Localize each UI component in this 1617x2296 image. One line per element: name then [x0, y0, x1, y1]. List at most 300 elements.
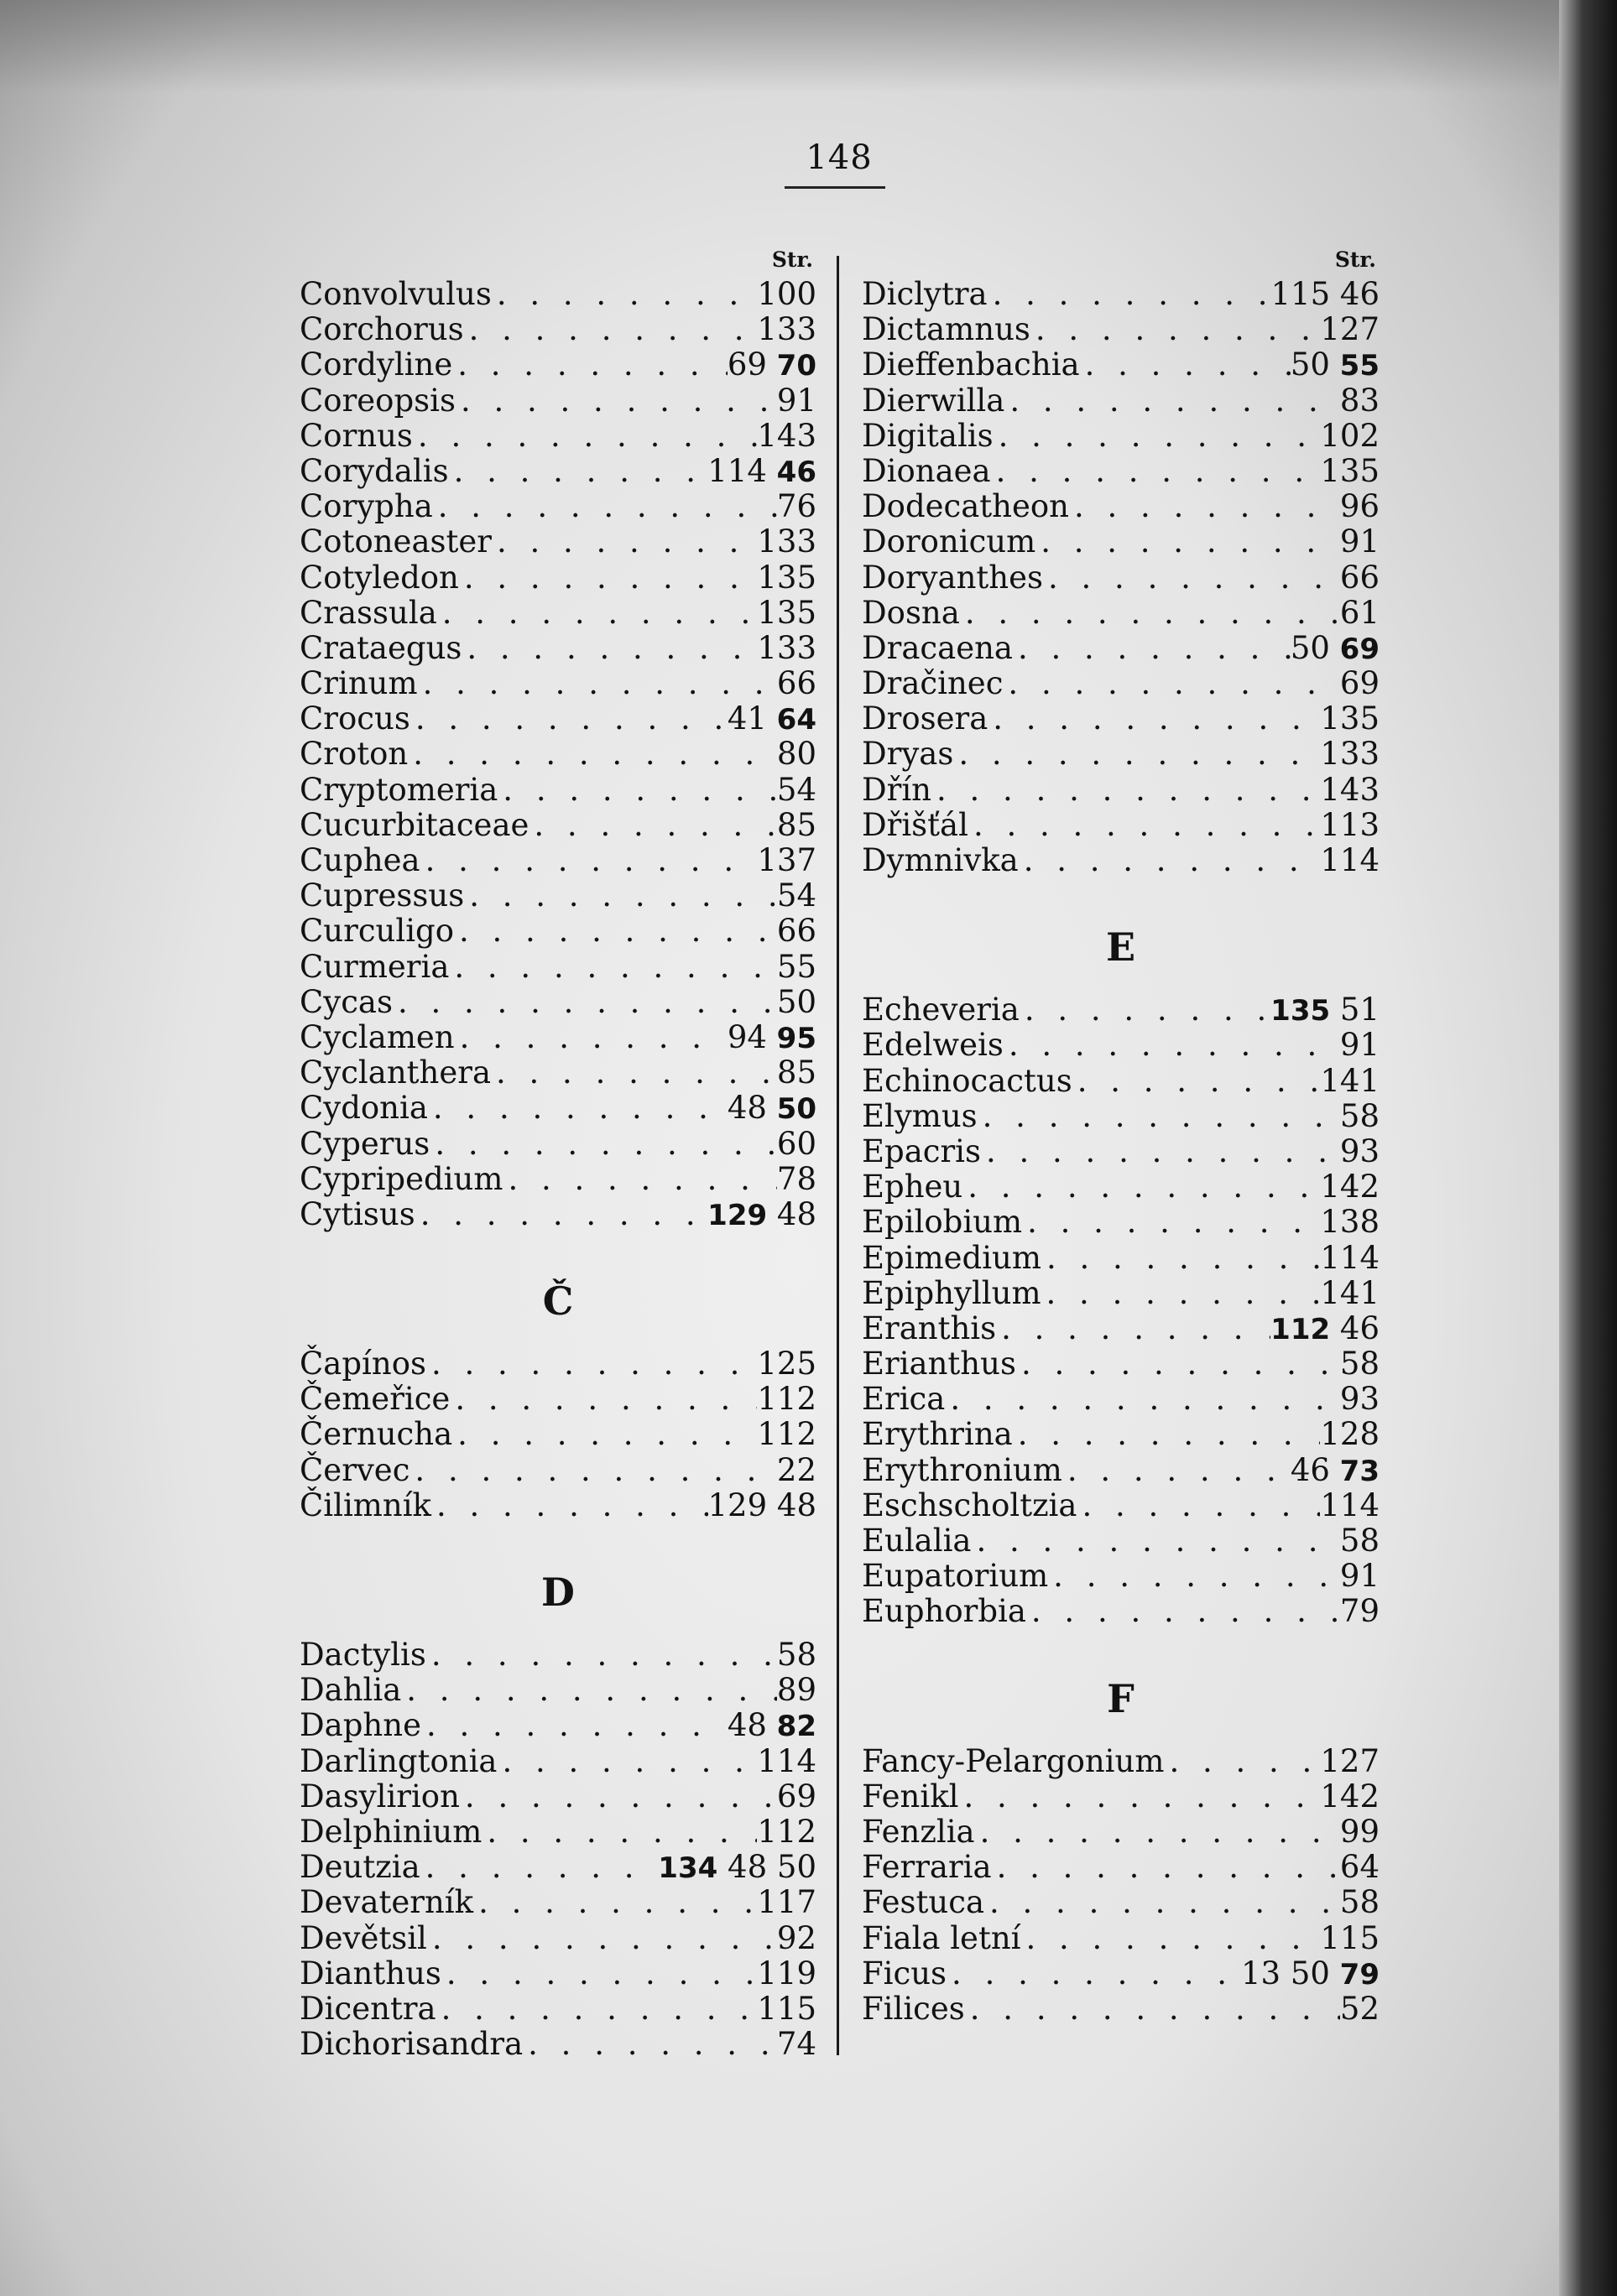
entry-pages: [1340, 596, 1380, 631]
index-entry: [862, 596, 1380, 631]
page-ref: 58: [776, 1637, 816, 1673]
entry-pages: [1270, 1311, 1380, 1347]
leader-dots: [971, 1523, 1339, 1559]
page-ref: 80: [776, 736, 816, 773]
entry-pages: [777, 808, 816, 843]
entry-pages: [757, 1814, 816, 1850]
page-ref: 115: [757, 1990, 816, 2027]
entry-term: Corypha: [300, 488, 433, 525]
leader-dots: [482, 1814, 757, 1850]
page-ref: 91: [1339, 1027, 1380, 1064]
entry-pages: [757, 312, 816, 347]
leader-dots: [462, 631, 757, 666]
entry-term: Eupatorium: [862, 1558, 1049, 1595]
leader-dots: [428, 1091, 728, 1126]
entry-term: Epacris: [862, 1132, 981, 1169]
entry-pages: [1320, 773, 1380, 808]
index-entry: [862, 312, 1380, 347]
leader-dots: [426, 1637, 777, 1673]
page-ref: 69: [727, 346, 767, 383]
index-entry: [300, 419, 816, 454]
index-entry: [300, 1991, 816, 2027]
index-entry: [300, 1744, 816, 1779]
page-ref: 133: [757, 523, 816, 560]
page-ref: 100: [757, 276, 816, 312]
entry-term: Crataegus: [300, 629, 462, 666]
page-ref: 143: [1320, 771, 1380, 808]
page-ref: 94: [727, 1018, 767, 1055]
entry-pages: [757, 560, 816, 596]
left-index-list: [300, 277, 816, 2062]
entry-pages: [777, 914, 816, 949]
page-number-rule: [785, 186, 885, 189]
section-spacer: [300, 1523, 816, 1557]
leader-dots: [981, 1134, 1340, 1169]
page-ref: 60: [776, 1125, 816, 1162]
str-header-right: Str.: [1334, 247, 1376, 272]
index-entry: [862, 992, 1380, 1028]
entry-pages: [728, 1020, 816, 1056]
page-ref: 114: [1320, 1239, 1380, 1276]
page-binding-edge: [1559, 0, 1617, 2296]
index-entry: [862, 1311, 1380, 1346]
entry-pages: [1340, 1885, 1380, 1920]
index-entry: [862, 1779, 1380, 1814]
page-ref-bold: 73: [1339, 1454, 1380, 1488]
leader-dots: [968, 808, 1320, 843]
leader-dots: [1164, 1744, 1320, 1779]
entry-pages: [1320, 1169, 1380, 1205]
entry-pages: [1340, 1559, 1380, 1594]
page-ref: 13: [1240, 1955, 1281, 1991]
entry-term: Cydonia: [300, 1090, 428, 1127]
entry-pages: [1320, 312, 1380, 347]
right-column: [862, 243, 1380, 2027]
page-ref-bold: 69: [1339, 632, 1380, 666]
entry-term: Epimedium: [862, 1239, 1041, 1276]
entry-pages: [777, 666, 816, 701]
entry-pages: [1320, 701, 1380, 737]
leader-dots: [996, 1311, 1270, 1346]
page-ref: 112: [757, 1813, 816, 1850]
page-ref: 113: [1320, 806, 1380, 843]
index-entry: [300, 489, 816, 524]
entry-pages: [1320, 1064, 1380, 1099]
page-ref: 58: [1339, 1523, 1380, 1559]
entry-term: Coreopsis: [300, 382, 456, 419]
leader-dots: [441, 1956, 757, 1991]
entry-pages: [777, 878, 816, 914]
entry-pages: [777, 2027, 816, 2062]
entry-term: Cotyledon: [300, 559, 459, 596]
index-entry: [862, 1523, 1380, 1559]
page-ref: 85: [776, 806, 816, 843]
entry-term: Filices: [862, 1990, 965, 2027]
page-ref: 66: [1339, 559, 1380, 596]
index-entry: [300, 277, 816, 312]
entry-pages: [1340, 1134, 1380, 1169]
leader-dots: [1035, 524, 1340, 560]
entry-pages: [658, 1850, 816, 1886]
entry-term: Cypripedium: [300, 1160, 503, 1197]
leader-dots: [1080, 347, 1291, 383]
str-header-left: Str.: [771, 247, 813, 272]
entry-pages: [757, 1956, 816, 1991]
leader-dots: [988, 701, 1320, 737]
entry-pages: [777, 1921, 816, 1956]
index-entry: [862, 419, 1380, 454]
page-ref: 66: [776, 665, 816, 702]
entry-pages: [777, 1673, 816, 1708]
index-entry: [862, 1241, 1380, 1276]
leader-dots: [420, 1850, 659, 1885]
index-entry: [862, 631, 1380, 666]
leader-dots: [418, 666, 777, 701]
section-letter: F: [1107, 1675, 1135, 1721]
page-ref: 112: [757, 1416, 816, 1453]
entry-term: Dřišťál: [862, 806, 968, 843]
entry-term: Čapínos: [300, 1346, 426, 1382]
leader-dots: [431, 1488, 708, 1523]
index-entry: [862, 1850, 1380, 1885]
index-entry: [300, 347, 816, 383]
page-ref: 142: [1320, 1169, 1380, 1205]
index-entry: [300, 1885, 816, 1920]
page-ref: 135: [1320, 452, 1380, 489]
leader-dots: [1077, 1488, 1320, 1523]
index-entry: [862, 666, 1380, 701]
index-entry: [300, 383, 816, 419]
entry-term: Dahlia: [300, 1672, 402, 1709]
index-entry: [862, 1205, 1380, 1240]
entry-pages: [728, 1091, 816, 1127]
page-ref: 91: [776, 382, 816, 419]
leader-dots: [408, 737, 777, 772]
page-ref: 127: [1320, 311, 1380, 348]
leader-dots: [503, 1162, 776, 1197]
entry-term: Cyperus: [300, 1125, 430, 1162]
entry-pages: [1340, 560, 1380, 596]
entry-term: Cyclanthera: [300, 1054, 491, 1091]
index-entry: [300, 1382, 816, 1417]
entry-pages: [1320, 454, 1380, 489]
page-ref: 50: [1290, 629, 1330, 666]
leader-dots: [401, 1673, 777, 1708]
entry-term: Dodecatheon: [862, 488, 1070, 525]
entry-pages: [777, 1637, 816, 1673]
page-ref-bold: 64: [776, 703, 816, 737]
page-ref: 50: [1290, 1955, 1330, 1991]
section-spacer: [862, 878, 1380, 912]
index-entry: [300, 596, 816, 631]
section-letter: Č: [542, 1278, 574, 1325]
entry-term: Curculigo: [300, 913, 455, 950]
entry-pages: [1340, 524, 1380, 560]
leader-dots: [449, 454, 708, 489]
entry-pages: [728, 1708, 816, 1744]
index-entry: [862, 454, 1380, 489]
entry-pages: [707, 1197, 816, 1233]
index-entry: [300, 1020, 816, 1055]
entry-pages: [1320, 1276, 1380, 1311]
entry-pages: [777, 489, 816, 524]
index-entry: [862, 347, 1380, 383]
leader-dots: [437, 596, 758, 631]
entry-pages: [757, 524, 816, 560]
section-letter: D: [541, 1570, 575, 1615]
leader-dots: [1003, 666, 1339, 701]
entry-term: Cucurbitaceae: [300, 806, 529, 843]
page-ref: 48: [776, 1486, 816, 1523]
entry-term: Dosna: [862, 594, 960, 631]
leader-dots: [965, 1991, 1340, 2027]
index-entry: [862, 1559, 1380, 1594]
leader-dots: [975, 1814, 1340, 1850]
leader-dots: [491, 1055, 777, 1091]
page-ref: 78: [776, 1160, 816, 1197]
entry-term: Festuca: [862, 1884, 985, 1921]
page-ref: 48: [776, 1195, 816, 1232]
entry-term: Dasylirion: [300, 1778, 460, 1814]
page-ref: 141: [1320, 1274, 1380, 1311]
entry-term: Fenzlia: [862, 1813, 975, 1850]
entry-pages: [1340, 1099, 1380, 1134]
entry-pages: [1320, 1241, 1380, 1276]
page-ref: 119: [757, 1955, 816, 1991]
page-ref: 93: [1339, 1132, 1380, 1169]
entry-term: Diclytra: [862, 276, 988, 312]
index-entry: [862, 1885, 1380, 1920]
index-entry: [862, 737, 1380, 772]
page-ref: 127: [1320, 1742, 1380, 1779]
index-entry: [300, 1417, 816, 1452]
entry-pages: [1340, 383, 1380, 419]
section-spacer: [300, 1232, 816, 1266]
leader-dots: [498, 773, 777, 808]
entry-pages: [757, 1991, 816, 2027]
index-entry: [300, 1055, 816, 1091]
page-ref: 141: [1320, 1062, 1380, 1099]
entry-pages: [1340, 489, 1380, 524]
entry-term: Dictamnus: [862, 311, 1030, 348]
entry-term: Erythronium: [862, 1451, 1062, 1488]
entry-pages: [1340, 1346, 1380, 1382]
entry-term: Cornus: [300, 417, 413, 454]
index-entry: [862, 1488, 1380, 1523]
leader-dots: [1004, 1028, 1340, 1063]
index-entry: [300, 737, 816, 772]
leader-dots: [1016, 1346, 1340, 1382]
page-ref-bold: 50: [776, 1092, 816, 1127]
index-entry: [862, 277, 1380, 312]
entry-pages: [1320, 737, 1380, 772]
leader-dots: [455, 1020, 728, 1055]
page-ref: 129: [707, 1486, 768, 1523]
index-entry: [862, 1921, 1380, 1956]
index-entry: [300, 985, 816, 1020]
leader-dots: [1062, 1453, 1291, 1488]
page-ref-bold: 79: [1339, 1957, 1380, 1991]
index-entry: [300, 454, 816, 489]
leader-dots: [984, 1885, 1340, 1920]
page-ref: 46: [1290, 1451, 1330, 1488]
index-entry: [300, 666, 816, 701]
index-entry: [300, 878, 816, 914]
entry-term: Dierwilla: [862, 382, 1005, 419]
page-ref: 133: [757, 629, 816, 666]
page-ref: 58: [1339, 1097, 1380, 1134]
leader-dots: [421, 1708, 728, 1743]
leader-dots: [953, 737, 1320, 772]
entry-term: Erythrina: [862, 1416, 1013, 1453]
index-entry: [300, 524, 816, 560]
index-entry: [862, 1382, 1380, 1417]
index-entry: [862, 489, 1380, 524]
entry-pages: [777, 1453, 816, 1488]
index-entry: [862, 1169, 1380, 1205]
leader-dots: [1030, 312, 1320, 347]
leader-dots: [436, 1991, 758, 2027]
index-entry: [300, 1779, 816, 1814]
page-ref-bold: 46: [776, 455, 816, 489]
entry-pages: [757, 631, 816, 666]
entry-pages: [757, 1744, 816, 1779]
page-ref: 143: [757, 417, 816, 454]
leader-dots: [430, 1127, 777, 1162]
entry-term: Echinocactus: [862, 1062, 1072, 1099]
entry-term: Čilimník: [300, 1486, 431, 1523]
entry-pages: [728, 701, 816, 737]
leader-dots: [459, 560, 757, 596]
index-entry: [862, 383, 1380, 419]
index-entry: [862, 524, 1380, 560]
entry-term: Dračinec: [862, 665, 1004, 702]
leader-dots: [1069, 489, 1340, 524]
index-entry: [300, 773, 816, 808]
leader-dots: [991, 454, 1321, 489]
index-entry: [300, 1956, 816, 1991]
page-ref: 54: [776, 877, 816, 914]
entry-term: Euphorbia: [862, 1593, 1026, 1630]
entry-term: Cotoneaster: [300, 523, 492, 560]
index-entry: [862, 1453, 1380, 1488]
page-ref-bold: 112: [1270, 1312, 1331, 1346]
leader-dots: [415, 1197, 707, 1232]
entry-term: Dryas: [862, 736, 954, 773]
entry-pages: [777, 1127, 816, 1162]
page-ref: 51: [1339, 992, 1380, 1028]
leader-dots: [978, 1099, 1340, 1134]
page-ref: 46: [1339, 1309, 1380, 1346]
entry-pages: [777, 950, 816, 985]
index-entry: [300, 312, 816, 347]
page-ref: 61: [1339, 594, 1380, 631]
entry-term: Epilobium: [862, 1204, 1023, 1241]
entry-pages: [707, 454, 816, 490]
entry-pages: [757, 1382, 816, 1417]
index-entry: [862, 1346, 1380, 1382]
page-ref: 93: [1339, 1381, 1380, 1418]
leader-dots: [960, 596, 1340, 631]
page-ref: 74: [776, 2026, 816, 2063]
leader-dots: [1048, 1559, 1340, 1594]
leader-dots: [497, 1744, 757, 1779]
page-ref: 135: [757, 559, 816, 596]
page-ref: 48: [727, 1707, 767, 1744]
index-entry: [300, 1673, 816, 1708]
leader-dots: [393, 985, 777, 1020]
entry-pages: [777, 737, 816, 772]
leader-dots: [464, 878, 777, 914]
leader-dots: [988, 277, 1271, 312]
index-entry: [300, 1162, 816, 1197]
entry-pages: [1340, 1523, 1380, 1559]
entry-term: Drosera: [862, 700, 988, 737]
index-entry: [862, 1099, 1380, 1134]
entry-term: Deutzia: [300, 1849, 420, 1886]
page-ref: 91: [1339, 523, 1380, 560]
leader-dots: [433, 489, 777, 524]
entry-term: Doryanthes: [862, 559, 1044, 596]
index-entry: [300, 1346, 816, 1382]
entry-pages: [777, 1779, 816, 1814]
index-entry: [300, 1091, 816, 1126]
leader-dots: [450, 1382, 757, 1417]
leader-dots: [1041, 1276, 1321, 1311]
entry-term: Cycas: [300, 983, 393, 1020]
leader-dots: [992, 1850, 1340, 1885]
leader-dots: [1013, 631, 1291, 666]
page-ref: 115: [1320, 1919, 1380, 1956]
page-ref: 55: [776, 948, 816, 985]
page-ref-bold: 70: [776, 349, 816, 383]
entry-term: Dřín: [862, 771, 932, 808]
entry-pages: [1320, 1417, 1380, 1452]
page-ref: 114: [1320, 842, 1380, 878]
page-ref-bold: 134: [658, 1851, 718, 1886]
index-entry: [862, 701, 1380, 737]
leader-dots: [420, 843, 758, 878]
index-entry: [300, 1127, 816, 1162]
entry-pages: [1340, 1382, 1380, 1417]
index-entry: [862, 1064, 1380, 1099]
left-column: [300, 243, 816, 2062]
entry-term: Darlingtonia: [300, 1742, 498, 1779]
page-ref: 117: [757, 1884, 816, 1921]
page-ref: 85: [776, 1054, 816, 1091]
index-entry: [300, 1850, 816, 1885]
entry-pages: [1340, 1850, 1380, 1885]
leader-dots: [958, 1779, 1320, 1814]
entry-term: Crinum: [300, 665, 418, 702]
entry-pages: [1241, 1956, 1380, 1992]
index-entry: [300, 1921, 816, 1956]
page-ref: 114: [1320, 1486, 1380, 1523]
index-entry: [300, 631, 816, 666]
leader-dots: [413, 419, 757, 454]
page-ref: 69: [1339, 665, 1380, 702]
page-ref: 46: [1339, 276, 1380, 312]
entry-pages: [1320, 1779, 1380, 1814]
entry-pages: [728, 347, 816, 383]
entry-term: Echeveria: [862, 992, 1020, 1028]
page-ref: 142: [1320, 1778, 1380, 1814]
index-entry: [862, 1594, 1380, 1629]
page-ref: 102: [1320, 417, 1380, 454]
section-letter: E: [1105, 924, 1136, 971]
page-number: 148: [806, 138, 873, 177]
page-ref: 138: [1320, 1204, 1380, 1241]
